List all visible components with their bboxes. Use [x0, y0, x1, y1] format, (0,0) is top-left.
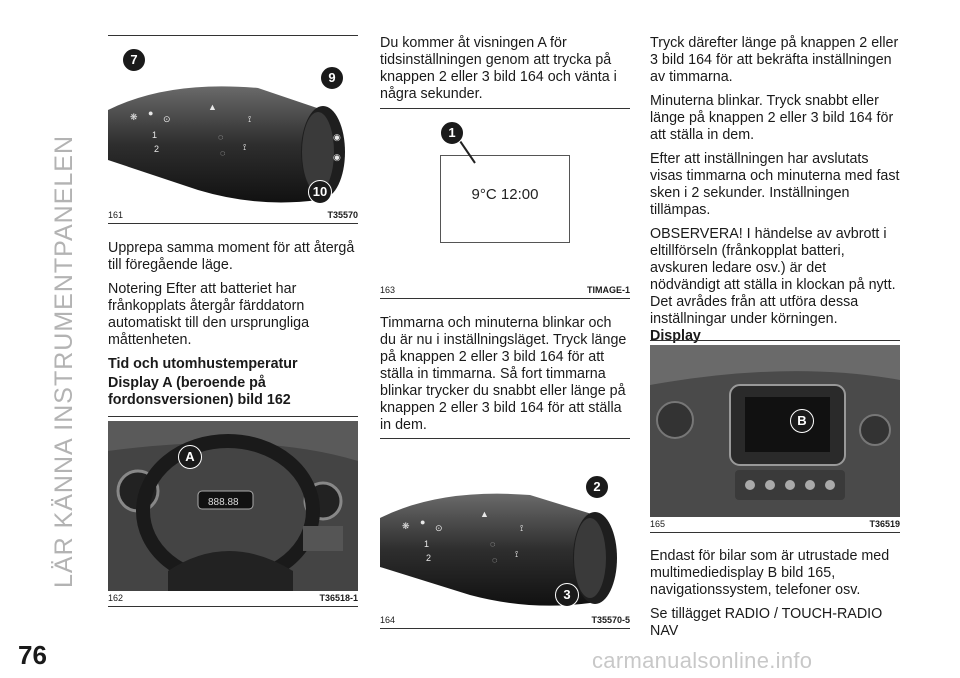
svg-text:◌: ◌	[490, 539, 496, 549]
callout-A: A	[178, 445, 202, 469]
svg-text:❋: ❋	[402, 521, 410, 531]
heading: Display A (beroende på fordonsversionen) bild 162	[108, 375, 291, 408]
display-readout: 9°C 12:00	[471, 186, 539, 203]
callout-1: 1	[440, 121, 464, 145]
svg-text:❋: ❋	[130, 112, 138, 122]
svg-text:◌: ◌	[220, 148, 226, 158]
figure-number: 162	[108, 593, 124, 603]
display-illustration	[380, 113, 630, 283]
svg-text:2: 2	[426, 553, 432, 563]
svg-text:●: ●	[420, 517, 426, 527]
callout-9: 9	[320, 66, 344, 90]
svg-text:▲: ▲	[208, 102, 217, 112]
figure-caption	[380, 284, 630, 299]
figure-number: 163	[380, 285, 396, 295]
figure-number: 164	[380, 615, 396, 625]
figure-caption	[650, 518, 900, 533]
figure-code: TIMAGE-1	[586, 285, 630, 295]
figure-164	[380, 438, 630, 629]
paragraph: Timmarna och minuterna blinkar och du är nu i inställningsläget. Tryck länge på knappen 2 eller 3 bild 164 för att ställa in timmarna. Så fort timmarna blinkar trycker du snabbt eller länge på knappen 2 eller 3 bild 164 för att ställa in dem.	[380, 315, 627, 433]
callout-10: 10	[308, 180, 332, 204]
svg-text:◌: ◌	[218, 132, 224, 142]
stalk-switch-photo	[380, 443, 630, 613]
heading: Display	[650, 328, 701, 344]
watermark: carmanualsonline.info	[592, 648, 813, 673]
figure-code: T36519	[869, 519, 900, 529]
svg-text:1: 1	[152, 130, 158, 140]
column-1-text	[108, 240, 358, 416]
figure-165	[650, 340, 900, 533]
column-2-intro	[380, 35, 630, 110]
figure-caption	[108, 209, 358, 224]
column-2-text	[380, 315, 630, 441]
paragraph: Efter att inställningen har avslutats visas timmarna och minuterna med fast sken i 2 sekunder. Inställningen tillämpas.	[650, 151, 900, 218]
svg-text:⊙: ⊙	[435, 523, 443, 533]
svg-text:⟟: ⟟	[515, 549, 519, 559]
column-3-text	[650, 35, 900, 371]
figure-caption	[108, 592, 358, 607]
callout-3: 3	[555, 583, 579, 607]
paragraph: OBSERVERA! I händelse av avbrott i eltillförseln (frånkopplat batteri, avskuren ledare osv.) är det nödvändigt att ställa in klockan på nytt. Det avrådes från att utföra dessa inställningar under körningen.	[650, 226, 896, 327]
figure-163	[380, 108, 630, 299]
svg-text:1: 1	[424, 539, 430, 549]
svg-text:◉: ◉	[333, 132, 341, 142]
svg-text:888.88: 888.88	[208, 497, 239, 508]
figure-code: T36518-1	[319, 593, 358, 603]
paragraph: Minuterna blinkar. Tryck snabbt eller länge på knappen 2 eller 3 bild 164 för att ställa in dem.	[650, 93, 894, 143]
svg-text:⟟: ⟟	[248, 114, 252, 124]
callout-B: B	[790, 409, 814, 433]
figure-162	[108, 416, 358, 607]
svg-text:◉: ◉	[333, 152, 341, 162]
figure-code: T35570	[327, 210, 358, 220]
figure-161	[108, 35, 358, 224]
paragraph: Se tillägget RADIO / TOUCH-RADIO NAV	[650, 606, 883, 639]
callout-7: 7	[122, 48, 146, 72]
section-side-title: LÄR KÄNNA INSTRUMENTPANELEN	[50, 134, 78, 588]
column-3-text-bottom	[650, 548, 900, 647]
paragraph: Du kommer åt visningen A för tidsinställningen genom att trycka på knappen 2 eller 3 bild 164 och vänta i några sekunder.	[380, 35, 617, 102]
svg-text:▲: ▲	[480, 509, 489, 519]
multimedia-display-photo	[650, 345, 900, 517]
figure-code: T35570-5	[591, 615, 630, 625]
paragraph: Upprepa samma moment för att återgå till föregående läge.	[108, 240, 355, 273]
svg-text:●: ●	[148, 108, 154, 118]
paragraph: Tryck därefter länge på knappen 2 eller 3 bild 164 för att bekräfta inställningen av timmarna.	[650, 35, 899, 85]
stalk-switch-photo	[108, 40, 358, 208]
svg-text:⟟: ⟟	[243, 142, 247, 152]
heading: Tid och utomhustemperatur	[108, 356, 298, 372]
callout-2: 2	[585, 475, 609, 499]
svg-text:2: 2	[154, 144, 160, 154]
figure-caption	[380, 614, 630, 629]
figure-number: 165	[650, 519, 666, 529]
svg-text:◌: ◌	[492, 555, 498, 565]
figure-number: 161	[108, 210, 124, 220]
paragraph: Notering Efter att batteriet har frånkopplats återgår färddatorn automatiskt till den ursprungliga måttenheten.	[108, 281, 310, 348]
paragraph: Endast för bilar som är utrustade med multimediedisplay B bild 165, navigationssystem, telefoner osv.	[650, 548, 890, 598]
svg-text:⊙: ⊙	[163, 114, 171, 124]
dashboard-photo	[108, 421, 358, 591]
svg-text:⟟: ⟟	[520, 523, 524, 533]
page-number: 76	[18, 640, 47, 670]
